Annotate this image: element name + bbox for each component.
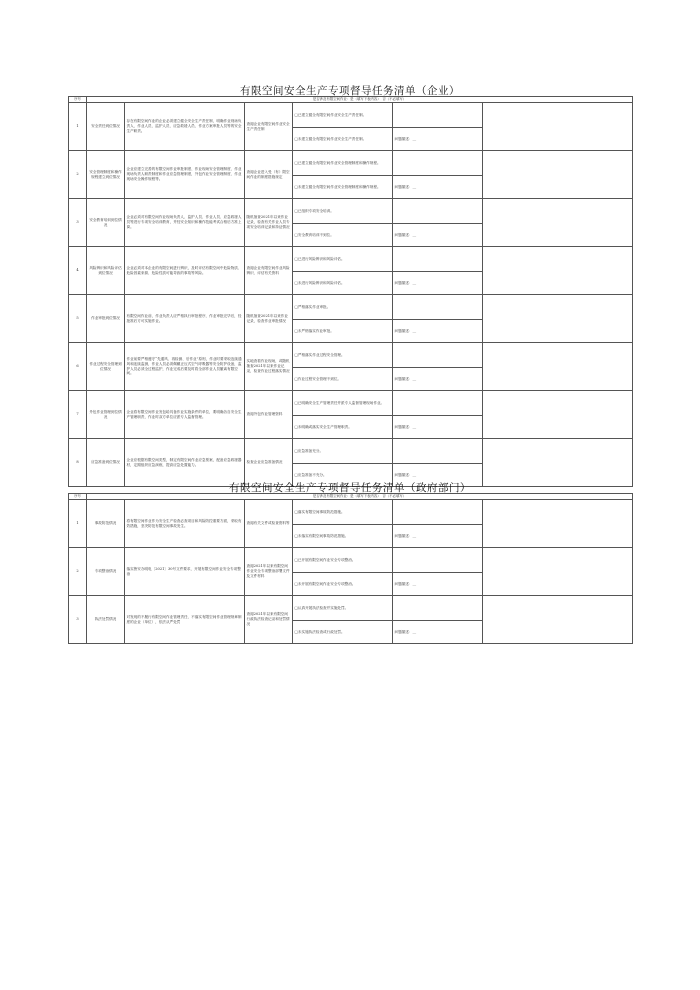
row-number: 6 bbox=[69, 343, 87, 391]
header-result: 是否涉及有限空间作业：是（填写下表内容） 否（不必填写） bbox=[87, 494, 633, 500]
row-number: 7 bbox=[69, 391, 87, 439]
check-requirement: 企业将有限空间作业发包给具备作业实施条件的单位，要明确各自安全生产管理职责，作业时双方单位应派专人监督管理。 bbox=[125, 391, 245, 439]
row-number: 1 bbox=[69, 103, 87, 151]
blank-cell bbox=[483, 247, 633, 295]
check-requirement: 企业应根据有限空间类型，制定有限空间作业应急预案，配备应急救援器材，定期组织应急演练，提高应急处置能力。 bbox=[125, 439, 245, 487]
enterprise-table bbox=[68, 96, 633, 487]
check-option: □未实施执法检查或行政处罚。 bbox=[293, 621, 393, 644]
check-option: □应急准备充分。 bbox=[293, 439, 393, 464]
header-no: 序号 bbox=[69, 97, 87, 103]
check-option: □未建立健全有限空间作业安全管理制度和操作规程。 bbox=[293, 176, 393, 199]
check-requirement: 企业应建立完善的有限空间作业审批制度、作业现场安全管理制度、作业现场负责人职责制度和作业应急管理制度，外包作业安全管理制度、作业现场安全操作规程等。 bbox=[125, 151, 245, 199]
blank-cell bbox=[483, 343, 633, 391]
check-item: 执法处罚情况 bbox=[87, 596, 125, 644]
blank-cell bbox=[483, 199, 633, 247]
check-option: □落实有限空间事故防范措施。 bbox=[293, 500, 393, 525]
enterprise-table-body bbox=[69, 97, 633, 487]
check-item: 事故防范情况 bbox=[87, 500, 125, 548]
problem-description: 问题描述：＿ bbox=[393, 320, 483, 343]
problem-description: 问题描述：＿ bbox=[393, 128, 483, 151]
problem-description bbox=[393, 596, 483, 621]
check-method: 检查企业应急准备情况 bbox=[245, 439, 293, 487]
problem-description: 问题描述：＿ bbox=[393, 368, 483, 391]
blank-cell bbox=[483, 295, 633, 343]
row-number: 1 bbox=[69, 500, 87, 548]
problem-description: 问题描述：＿ bbox=[393, 176, 483, 199]
check-method: 查阅企业有限空间作业风险辨识、评估有关资料 bbox=[245, 247, 293, 295]
check-option: □已建立健全有限空间作业安全生产责任制。 bbox=[293, 103, 393, 128]
problem-description: 问题描述：＿ bbox=[393, 573, 483, 596]
check-option: □已明确安全生产管理责任并派专人监督管理现场作业。 bbox=[293, 391, 393, 416]
problem-description bbox=[393, 199, 483, 224]
problem-description bbox=[393, 548, 483, 573]
check-option: □未严格落实作业审批。 bbox=[293, 320, 393, 343]
problem-description bbox=[393, 439, 483, 464]
problem-description bbox=[393, 103, 483, 128]
problem-description bbox=[393, 343, 483, 368]
row-number: 3 bbox=[69, 199, 87, 247]
problem-description: 问题描述：＿ bbox=[393, 272, 483, 295]
government-table-body bbox=[69, 494, 633, 644]
problem-description bbox=[393, 295, 483, 320]
check-requirement: 企业必须对有限空间作业现场负责人、监护人员、作业人员、应急救援人员等进行专项安全培训教育，并经安全知识和操作技能考试合格后方准上岗。 bbox=[125, 199, 245, 247]
check-item: 安全责任到位情况 bbox=[87, 103, 125, 151]
check-option: □已建立健全有限空间作业安全管理制度和操作规程。 bbox=[293, 151, 393, 176]
table-row bbox=[69, 103, 633, 128]
check-item: 安全教育培训到位情况 bbox=[87, 199, 125, 247]
check-item: 专项整治情况 bbox=[87, 548, 125, 596]
check-option: □未开展有限空间作业安全专项整治。 bbox=[293, 573, 393, 596]
check-option: □未建立健全有限空间作业安全生产责任制。 bbox=[293, 128, 393, 151]
enterprise-title: 有限空间安全生产专项督导任务清单（企业） bbox=[240, 85, 460, 97]
problem-description: 问题描述：＿ bbox=[393, 621, 483, 644]
blank-cell bbox=[483, 391, 633, 439]
row-number: 5 bbox=[69, 295, 87, 343]
check-requirement: 作业前要严格遵守“先通风、再检测、后作业”原则，作业时要采取连续通风和连续监测，作业人员必须佩戴正压式空气呼吸器等安全防护设备，监护人员必须全过程监护，作业完成后要及时将全部作业人员撤离有限空间。 bbox=[125, 343, 245, 391]
header-no: 序号 bbox=[69, 494, 87, 500]
problem-description bbox=[393, 500, 483, 525]
check-option: □安全教育培训不到位。 bbox=[293, 224, 393, 247]
row-number: 3 bbox=[69, 596, 87, 644]
check-method: 查阅2021年以来有限空间作业安全专项整治部署文件及文件材料 bbox=[245, 548, 293, 596]
check-item: 安全管理制度和操作规程建立到位情况 bbox=[87, 151, 125, 199]
table-row bbox=[69, 596, 633, 621]
check-method: 查阅企业进入受（有）限空间作业的制度措施规定 bbox=[245, 151, 293, 199]
table-row bbox=[69, 439, 633, 464]
row-number: 4 bbox=[69, 247, 87, 295]
check-option: □认真开展执法检查并实施处罚。 bbox=[293, 596, 393, 621]
problem-description bbox=[393, 151, 483, 176]
check-method: 查阅2021年以来有限空间行政执法检查记录和处罚情况 bbox=[245, 596, 293, 644]
blank-cell bbox=[483, 596, 633, 644]
check-option: □严格落实作业过程安全管理。 bbox=[293, 343, 393, 368]
check-requirement: 落实鲁安办明电〔2021〕30号文件要求，开展有限空间作业安全专项整治 bbox=[125, 548, 245, 596]
check-option: □已开展有限空间作业安全专项整治。 bbox=[293, 548, 393, 573]
problem-description: 问题描述：＿ bbox=[393, 416, 483, 439]
table-row bbox=[69, 151, 633, 176]
check-option: □应急准备不充分。 bbox=[293, 464, 393, 487]
blank-cell bbox=[483, 103, 633, 151]
problem-description: 问题描述：＿ bbox=[393, 464, 483, 487]
check-requirement: 存在有限空间作业的企业必须建立健全安全生产责任制，明确作业现场负责人、作业人员、监护人员、应急救援人员、作业方案审批人员等的安全生产职责。 bbox=[125, 103, 245, 151]
check-requirement: 有限空间作业前，作业负责人应严格执行审批程序，作业审批完毕后，经批准后方可实施作业。 bbox=[125, 295, 245, 343]
check-method: 查阅有关文件或检查资料等 bbox=[245, 500, 293, 548]
government-table bbox=[68, 493, 633, 644]
check-method: 查阅企业有限空间作业安全生产责任制 bbox=[245, 103, 293, 151]
table-row bbox=[69, 295, 633, 320]
row-number: 2 bbox=[69, 548, 87, 596]
table-row bbox=[69, 500, 633, 525]
check-requirement: 将有限空间作业作为安全生产检查必查项目和风险防控重要方面，采取有效措施，坚决防范有限空间事故发生。 bbox=[125, 500, 245, 548]
problem-description bbox=[393, 391, 483, 416]
government-title: 有限空间安全生产专项督导任务清单（政府部门） bbox=[229, 482, 471, 494]
problem-description: 问题描述：＿ bbox=[393, 224, 483, 247]
blank-cell bbox=[483, 500, 633, 548]
table-row bbox=[69, 199, 633, 224]
check-item: 作业审批到位情况 bbox=[87, 295, 125, 343]
problem-description bbox=[393, 247, 483, 272]
blank-cell bbox=[483, 151, 633, 199]
table-row bbox=[69, 247, 633, 272]
check-item: 作业过程安全管理到位情况 bbox=[87, 343, 125, 391]
check-item: 风险辨识和风险评估到位情况 bbox=[87, 247, 125, 295]
check-item: 外包作业管理到位情况 bbox=[87, 391, 125, 439]
check-requirement: 企业必须对本企业的有限空间进行辨识，及时评估有限空间中危险物质、危险因素来源、危险性质可能导致的事故等风险。 bbox=[125, 247, 245, 295]
check-requirement: 对发现的不履行有限空间作业管理责任、不落实有限空间作业管理规章制度的企业（单位），依法从严处罚 bbox=[125, 596, 245, 644]
check-option: □未落实有限空间事故防范措施。 bbox=[293, 525, 393, 548]
blank-cell bbox=[483, 548, 633, 596]
check-option: □作业过程安全管理不到位。 bbox=[293, 368, 393, 391]
check-item: 应急准备到位情况 bbox=[87, 439, 125, 487]
table-row bbox=[69, 548, 633, 573]
check-option: □未明确或落实安全生产管理职责。 bbox=[293, 416, 393, 439]
header-result: 是否涉及有限空间作业：是（填写下表内容） 否（不必填写） bbox=[87, 97, 633, 103]
problem-description: 问题描述：＿ bbox=[393, 525, 483, 548]
row-number: 2 bbox=[69, 151, 87, 199]
row-number: 8 bbox=[69, 439, 87, 487]
check-option: □未进行风险辨识和风险评估。 bbox=[293, 272, 393, 295]
check-method: 实地查看作业现场，或随机抽查2021年以来作业记录，检查作业过程落实情况 bbox=[245, 343, 293, 391]
check-option: □已组织专项安全培训。 bbox=[293, 199, 393, 224]
check-method: 随机抽查2021年以来作业记录，检查有关作业人员专项安全培训记录和持证情况 bbox=[245, 199, 293, 247]
check-option: □严格落实作业审批。 bbox=[293, 295, 393, 320]
check-method: 查阅外包作业管理资料 bbox=[245, 391, 293, 439]
table-row bbox=[69, 391, 633, 416]
check-option: □已进行风险辨识和风险评估。 bbox=[293, 247, 393, 272]
table-row bbox=[69, 343, 633, 368]
check-method: 随机抽查2021年以来作业记录，检查作业审批情况 bbox=[245, 295, 293, 343]
